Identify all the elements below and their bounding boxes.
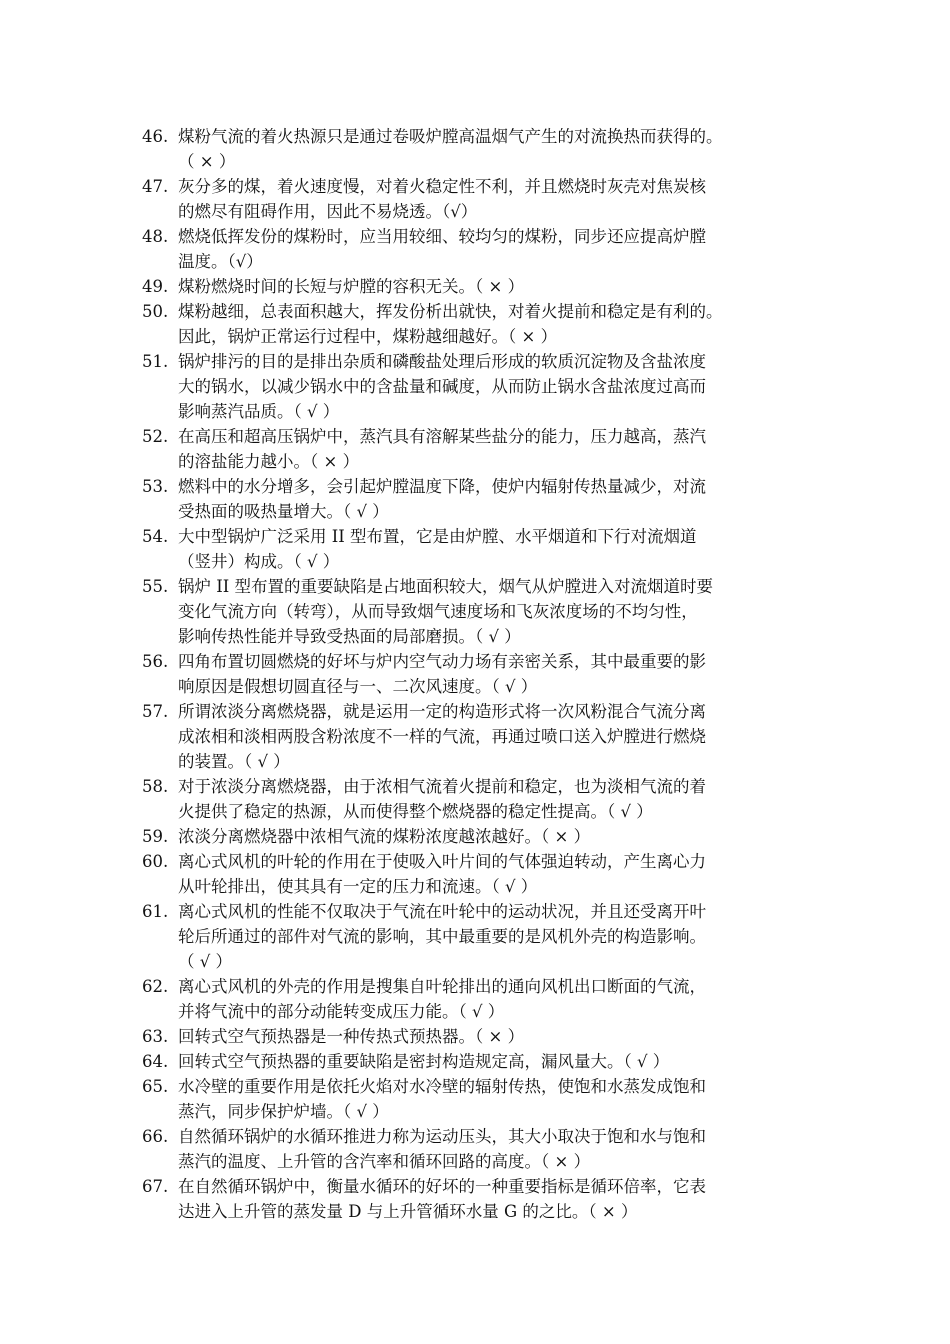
question-text: 煤粉越细，总表面积越大，挥发份析出就快，对着火提前和稳定是有利的。 因此，锅炉正常运行过程中，煤粉越细越好。（ × ）: [178, 302, 723, 346]
question-item: [142, 474, 822, 524]
question-text: 自然循环锅炉的水循环推进力称为运动压头，其大小取决于饱和水与饱和 蒸汽的温度、上升管的含汽率和循环回路的高度。（ × ）: [178, 1127, 706, 1171]
question-number: 46.: [142, 127, 169, 146]
question-item: [142, 1074, 822, 1124]
question-text: 大中型锅炉广泛采用 II 型布置，它是由炉膛、水平烟道和下行对流烟道 （竖井）构成。（ √ ）: [178, 527, 697, 571]
question-number: 61.: [142, 902, 169, 921]
question-text: 燃料中的水分增多，会引起炉膛温度下降，使炉内辐射传热量减少，对流 受热面的吸热量增大。（ √ ）: [178, 477, 706, 521]
question-text: 浓淡分离燃烧器中浓相气流的煤粉浓度越浓越好。（ × ）: [178, 827, 591, 846]
question-number: 63.: [142, 1027, 169, 1046]
question-number: 56.: [142, 652, 169, 671]
question-text: 离心式风机的性能不仅取决于气流在叶轮中的运动状况，并且还受离开叶 轮后所通过的部件对气流的影响，其中最重要的是风机外壳的构造影响。 （ √ ）: [178, 902, 706, 971]
question-text: 燃烧低挥发份的煤粉时，应当用较细、较均匀的煤粉，同步还应提高炉膛 温度。（√）: [178, 227, 706, 271]
question-item: [142, 224, 822, 274]
question-item: [142, 824, 822, 849]
question-text: 在高压和超高压锅炉中，蒸汽具有溶解某些盐分的能力，压力越高，蒸汽 的溶盐能力越小。（ × ）: [178, 427, 706, 471]
question-item: [142, 899, 822, 974]
question-number: 50.: [142, 302, 169, 321]
question-item: [142, 574, 822, 649]
question-number: 55.: [142, 577, 169, 596]
question-item: [142, 1174, 822, 1224]
question-text: 所谓浓淡分离燃烧器，就是运用一定的构造形式将一次风粉混合气流分离 成浓相和淡相两股含粉浓度不一样的气流，再通过喷口送入炉膛进行燃烧 的装置。（ √ ）: [178, 702, 706, 771]
question-item: [142, 1024, 822, 1049]
question-item: [142, 524, 822, 574]
question-item: [142, 274, 822, 299]
question-text: 灰分多的煤，着火速度慢，对着火稳定性不利，并且燃烧时灰壳对焦炭核 的燃尽有阻碍作用，因此不易烧透。（√）: [178, 177, 706, 221]
question-number: 49.: [142, 277, 169, 296]
question-text: 回转式空气预热器的重要缺陷是密封构造规定高，漏风量大。（ √ ）: [178, 1052, 670, 1071]
question-number: 65.: [142, 1077, 169, 1096]
question-text: 四角布置切圆燃烧的好坏与炉内空气动力场有亲密关系，其中最重要的影 响原因是假想切圆直径与一、二次风速度。（ √ ）: [178, 652, 706, 696]
question-item: [142, 974, 822, 1024]
question-list: [142, 124, 822, 1224]
question-item: [142, 1124, 822, 1174]
question-number: 64.: [142, 1052, 169, 1071]
question-item: [142, 174, 822, 224]
question-item: [142, 1049, 822, 1074]
question-item: [142, 299, 822, 349]
question-text: 煤粉气流的着火热源只是通过卷吸炉膛高温烟气产生的对流换热而获得的。 （ × ）: [178, 127, 723, 171]
question-item: [142, 649, 822, 699]
question-number: 58.: [142, 777, 169, 796]
question-text: 锅炉排污的目的是排出杂质和磷酸盐处理后形成的软质沉淀物及含盐浓度 大的锅水，以减少锅水中的含盐量和碱度，从而防止锅水含盐浓度过高而 影响蒸汽品质。（ √ ）: [178, 352, 706, 421]
question-item: [142, 424, 822, 474]
question-text: 在自然循环锅炉中，衡量水循环的好坏的一种重要指标是循环倍率，它表 达进入上升管的蒸发量 D 与上升管循环水量 G 的之比。（ × ）: [178, 1177, 706, 1221]
question-number: 62.: [142, 977, 169, 996]
question-item: [142, 124, 822, 174]
question-number: 67.: [142, 1177, 169, 1196]
question-number: 59.: [142, 827, 169, 846]
question-text: 水冷壁的重要作用是依托火焰对水冷壁的辐射传热，使饱和水蒸发成饱和 蒸汽，同步保护炉墙。（ √ ）: [178, 1077, 706, 1121]
question-number: 54.: [142, 527, 169, 546]
question-text: 回转式空气预热器是一种传热式预热器。（ × ）: [178, 1027, 525, 1046]
question-number: 52.: [142, 427, 169, 446]
question-number: 66.: [142, 1127, 169, 1146]
question-text: 对于浓淡分离燃烧器，由于浓相气流着火提前和稳定，也为淡相气流的着 火提供了稳定的热源，从而使得整个燃烧器的稳定性提高。（ √ ）: [178, 777, 706, 821]
question-number: 48.: [142, 227, 169, 246]
question-text: 离心式风机的叶轮的作用在于使吸入叶片间的气体强迫转动，产生离心力 从叶轮排出，使其具有一定的压力和流速。（ √ ）: [178, 852, 706, 896]
question-number: 57.: [142, 702, 169, 721]
question-text: 煤粉燃烧时间的长短与炉膛的容积无关。（ × ）: [178, 277, 525, 296]
question-item: [142, 699, 822, 774]
question-item: [142, 849, 822, 899]
question-item: [142, 774, 822, 824]
question-number: 51.: [142, 352, 169, 371]
question-number: 53.: [142, 477, 169, 496]
question-number: 47.: [142, 177, 169, 196]
question-number: 60.: [142, 852, 169, 871]
question-text: 离心式风机的外壳的作用是搜集自叶轮排出的通向风机出口断面的气流， 并将气流中的部分动能转变成压力能。（ √ ）: [178, 977, 706, 1021]
question-text: 锅炉 II 型布置的重要缺陷是占地面积较大，烟气从炉膛进入对流烟道时要 变化气流方向（转弯），从而导致烟气速度场和飞灰浓度场的不均匀性， 影响传热性能并导致受热面的局部磨损。（ √ ）: [178, 577, 714, 646]
question-item: [142, 349, 822, 424]
